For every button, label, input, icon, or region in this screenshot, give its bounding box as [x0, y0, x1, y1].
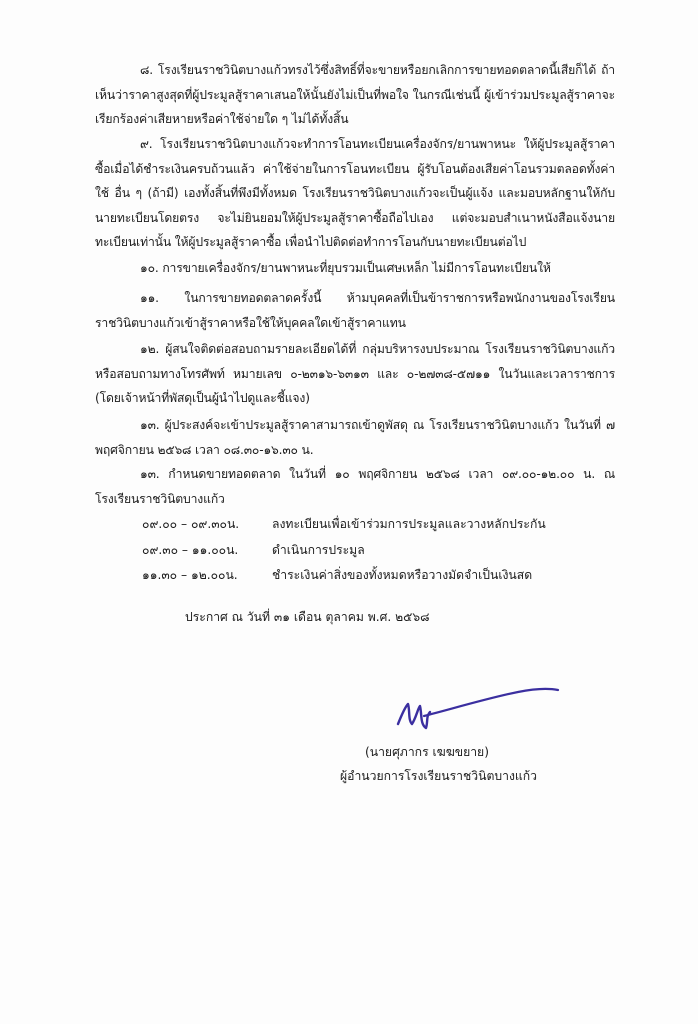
clause-8: ๘. โรงเรียนราชวินิตบางแก้วทรงไว้ซึ่งสิทธิ์ที่จะขายหรือยกเลิกการขายทอดตลาดนี้เสียก็ได้ ถ้าเห็นว่าราคาสูงสุดที่ผู้ประมูลสู้ราคาเสนอให้นั้นยังไม่เป็นที่พอใจ ในกรณีเช่นนี้ ผู้เข้าร่วมประมูลสู้ราคาจะเรียกร้องค่าเสียหายหรือค่าใช้จ่ายใด ๆ ไม่ได้ทั้งสิ้น: [95, 63, 615, 126]
schedule-time: ๑๑.๓๐ – ๑๒.๐๐น.: [142, 568, 238, 582]
clause-13-viewing: ๑๓. ผู้ประสงค์จะเข้าประมูลสู้ราคาสามารถเข้าดูพัสดุ ณ โรงเรียนราชวินิตบางแก้ว ในวันที่ ๗ พฤศจิกายน ๒๕๖๘ เวลา ๐๘.๓๐-๑๖.๓๐ น.: [95, 418, 615, 457]
schedule-time: ๐๙.๓๐ – ๑๑.๐๐น.: [142, 543, 239, 557]
schedule-row: [142, 512, 546, 537]
schedule-activity: ดำเนินการประมูล: [272, 543, 365, 557]
clause-13-auction-date: ๑๓. กำหนดขายทอดตลาด ในวันที่ ๑๐ พฤศจิกายน ๒๕๖๘ เวลา ๐๙.๐๐-๑๒.๐๐ น. ณ โรงเรียนราชวินิตบางแก้ว: [95, 467, 615, 506]
clause-10: ๑๐. การขายเครื่องจักร/ยานพาหนะที่ยุบรวมเป็นเศษเหล็ก ไม่มีการโอนทะเบียนให้: [140, 261, 551, 275]
clause-9: ๙. โรงเรียนราชวินิตบางแก้วจะทำการโอนทะเบียนเครื่องจักร/ยานพาหนะ ให้ผู้ประมูลสู้ราคาซื้อเมื่อได้ชำระเงินครบถ้วนแล้ว ค่าใช้จ่ายในการโอนทะเบียน ผู้รับโอนต้องเสียค่าโอนรวมตลอดทั้งค่าใช้ อื่น ๆ (ถ้ามี) เองทั้งสิ้นที่พึงมีทั้งหมด โรงเรียนราชวินิตบางแก้วจะเป็นผู้แจ้ง และมอบหลักฐานให้กับนายทะเบียนโดยตรง จะไม่ยินยอมให้ผู้ประมูลสู้ราคาซื้อถือไปเอง แต่จะมอบสำเนาหนังสือแจ้งนายทะเบียนเท่านั้น ให้ผู้ประมูลสู้ราคาซื้อ เพื่อนำไปติดต่อทำการโอนกับนายทะเบียนต่อไป: [95, 137, 615, 249]
schedule-time: ๐๙.๐๐ – ๐๙.๓๐น.: [142, 517, 240, 531]
schedule-activity: ลงทะเบียนเพื่อเข้าร่วมการประมูลและวางหลักประกัน: [272, 517, 546, 531]
schedule-activity: ชำระเงินค่าสิ่งของทั้งหมดหรือวางมัดจำเป็นเงินสด: [272, 568, 533, 582]
schedule-row: [142, 538, 365, 563]
signer-name: (นายศุภากร เฆฆขยาย): [365, 745, 489, 759]
clause-12: ๑๒. ผู้สนใจติดต่อสอบถามรายละเอียดได้ที่ กลุ่มบริหารงบประมาณ โรงเรียนราชวินิตบางแก้วหรือสอบถามทางโทรศัพท์ หมายเลข ๐-๒๓๑๖-๖๓๑๓ และ ๐-๒๗๓๘-๕๗๑๑ ในวันและเวลาราชการ (โดยเจ้าหน้าที่พัสดุเป็นผู้นำไปดูและชี้แจง): [95, 342, 615, 405]
signer-title: ผู้อำนวยการโรงเรียนราชวินิตบางแก้ว: [340, 769, 537, 783]
handwritten-signature: [388, 676, 568, 736]
schedule-row: [142, 563, 532, 588]
announcement-date: ประกาศ ณ วันที่ ๓๑ เดือน ตุลาคม พ.ศ. ๒๕๖๘: [185, 610, 430, 624]
clause-11: ๑๑. ในการขายทอดตลาดครั้งนี้ ห้ามบุคคลที่เป็นข้าราชการหรือพนักงานของโรงเรียนราชวินิตบางแก้วเข้าสู้ราคาหรือใช้ให้บุคคลใดเข้าสู้ราคาแทน: [95, 291, 615, 330]
